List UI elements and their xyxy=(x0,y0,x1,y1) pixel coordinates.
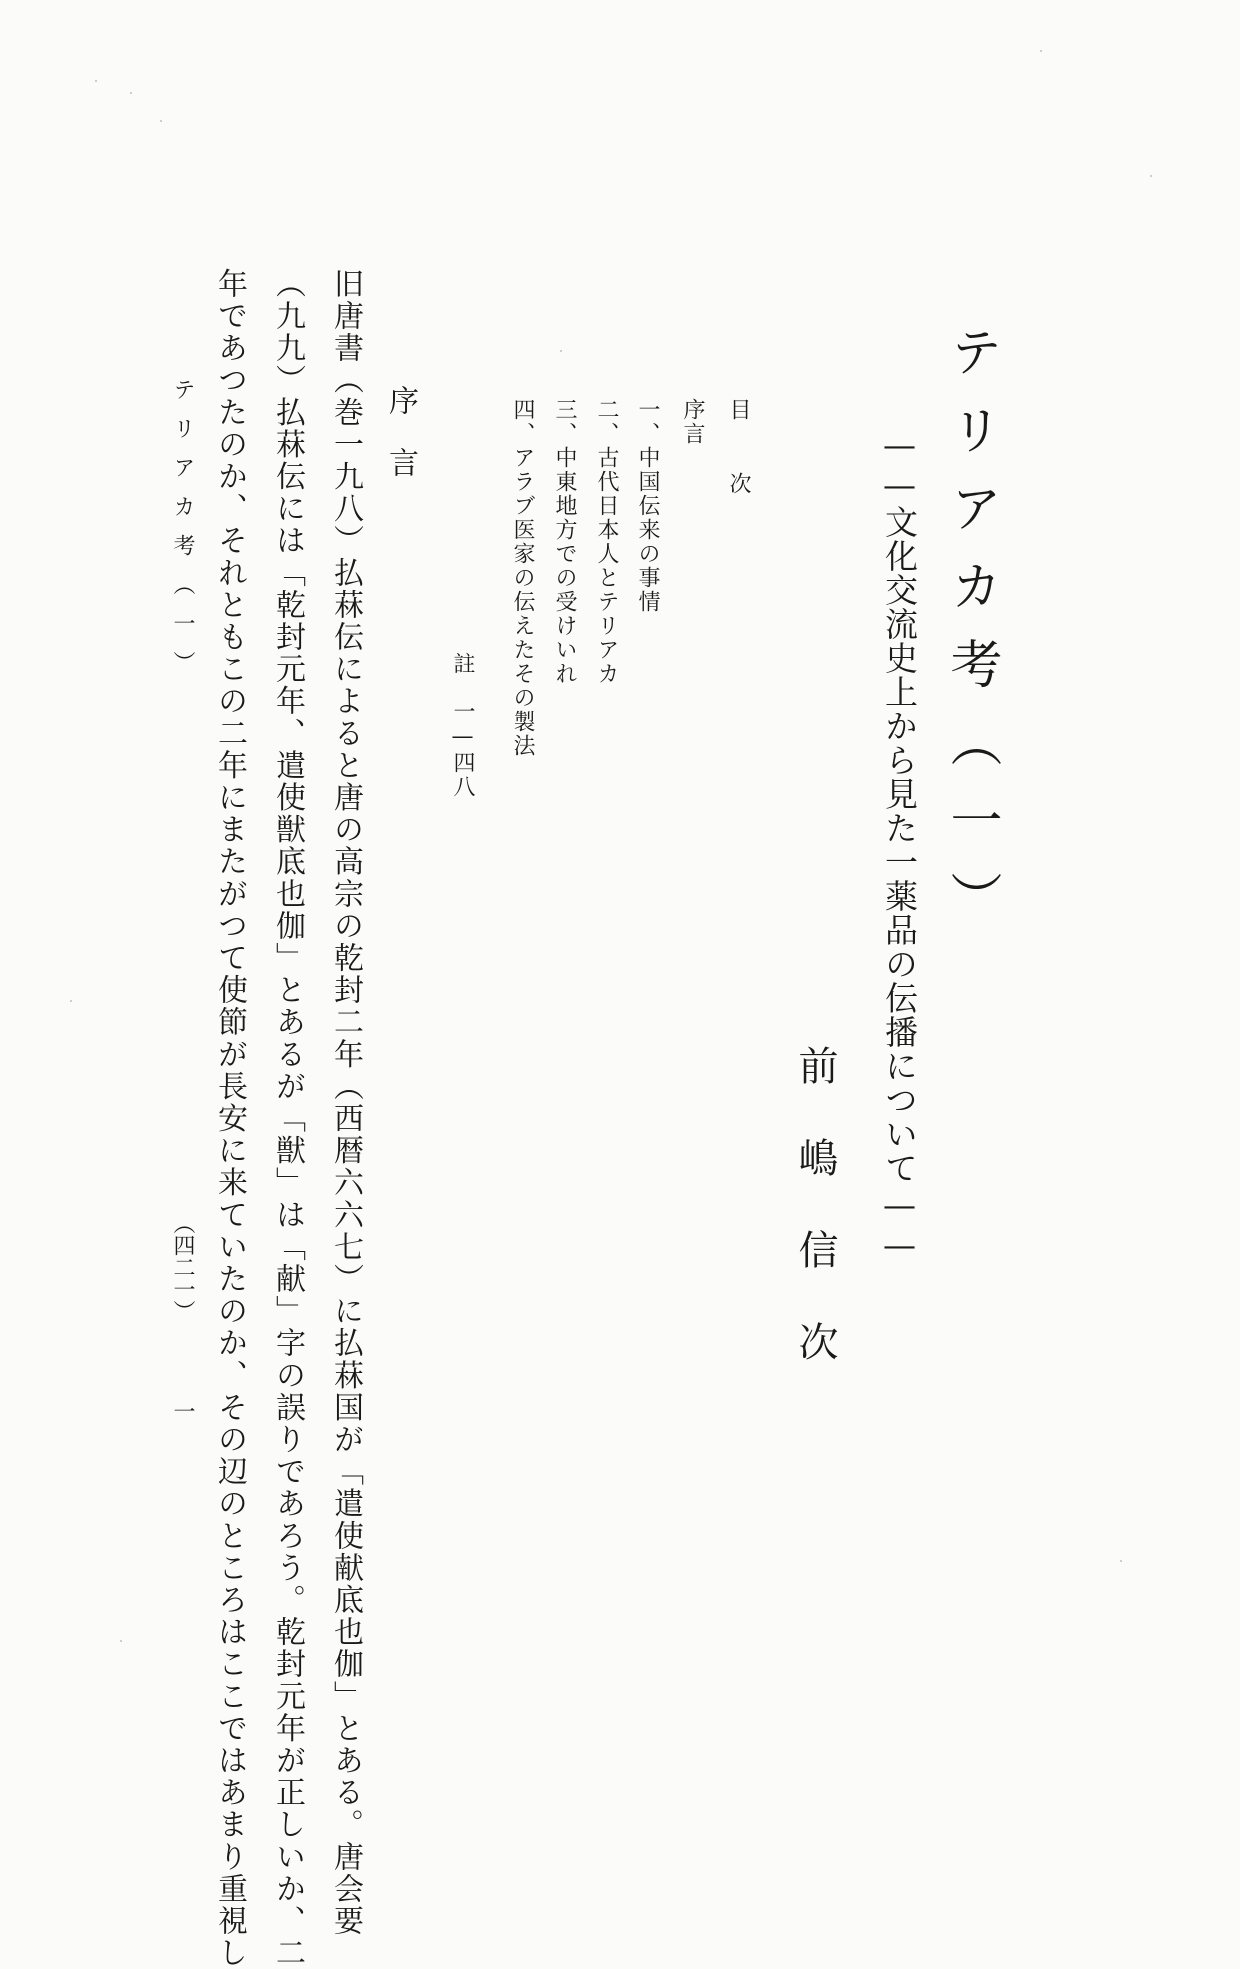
scan-speck xyxy=(560,350,562,352)
author-name: 前嶋信次 xyxy=(792,1045,838,1413)
toc-item: 四、アラブ医家の伝えたその製法 xyxy=(510,398,535,758)
toc-item: 序言 xyxy=(680,398,705,446)
scan-speck xyxy=(120,1640,122,1642)
scan-speck xyxy=(1120,1560,1122,1562)
scan-speck xyxy=(130,92,132,94)
toc-item: 二、古代日本人とテリアカ xyxy=(594,398,619,686)
scan-speck xyxy=(70,1000,72,1002)
page-number: （四二一） xyxy=(170,1212,195,1322)
body-text-line: 年であつたのか、それともこの二年にまたがつて使節が長安に来ていたのか、その辺のところはここではあまり重視し xyxy=(212,268,247,1969)
section-heading: 序言 xyxy=(383,385,418,509)
scan-speck xyxy=(95,80,97,82)
article-subtitle: ——文化交流史上から見た一薬品の伝播について—— xyxy=(880,425,919,1265)
scan-speck xyxy=(1150,175,1152,177)
toc-item: 一、中国伝来の事情 xyxy=(635,398,660,614)
scan-speck xyxy=(1040,50,1042,52)
running-title: テリアカ考（一） xyxy=(170,378,195,690)
body-text-line: （九九）払菻伝には「乾封元年、遣使獣底也伽」とあるが「獣」は「献」字の誤りであろう。乾封元年が正しいか、二 xyxy=(270,268,305,1969)
article-title: テリアカ考（一） xyxy=(941,325,1001,949)
scan-speck xyxy=(160,120,162,122)
toc-notes: 註 一—四八 xyxy=(450,652,475,799)
body-text-line: 旧唐書（巻一九八）払菻伝によると唐の高宗の乾封二年（西暦六六七）に払菻国が「遣使献底也伽」とある。唐会要 xyxy=(328,268,363,1938)
toc-item: 三、中東地方での受けいれ xyxy=(552,398,577,686)
toc-heading: 目次 xyxy=(726,398,751,546)
folio-number: 一 xyxy=(170,1400,195,1422)
